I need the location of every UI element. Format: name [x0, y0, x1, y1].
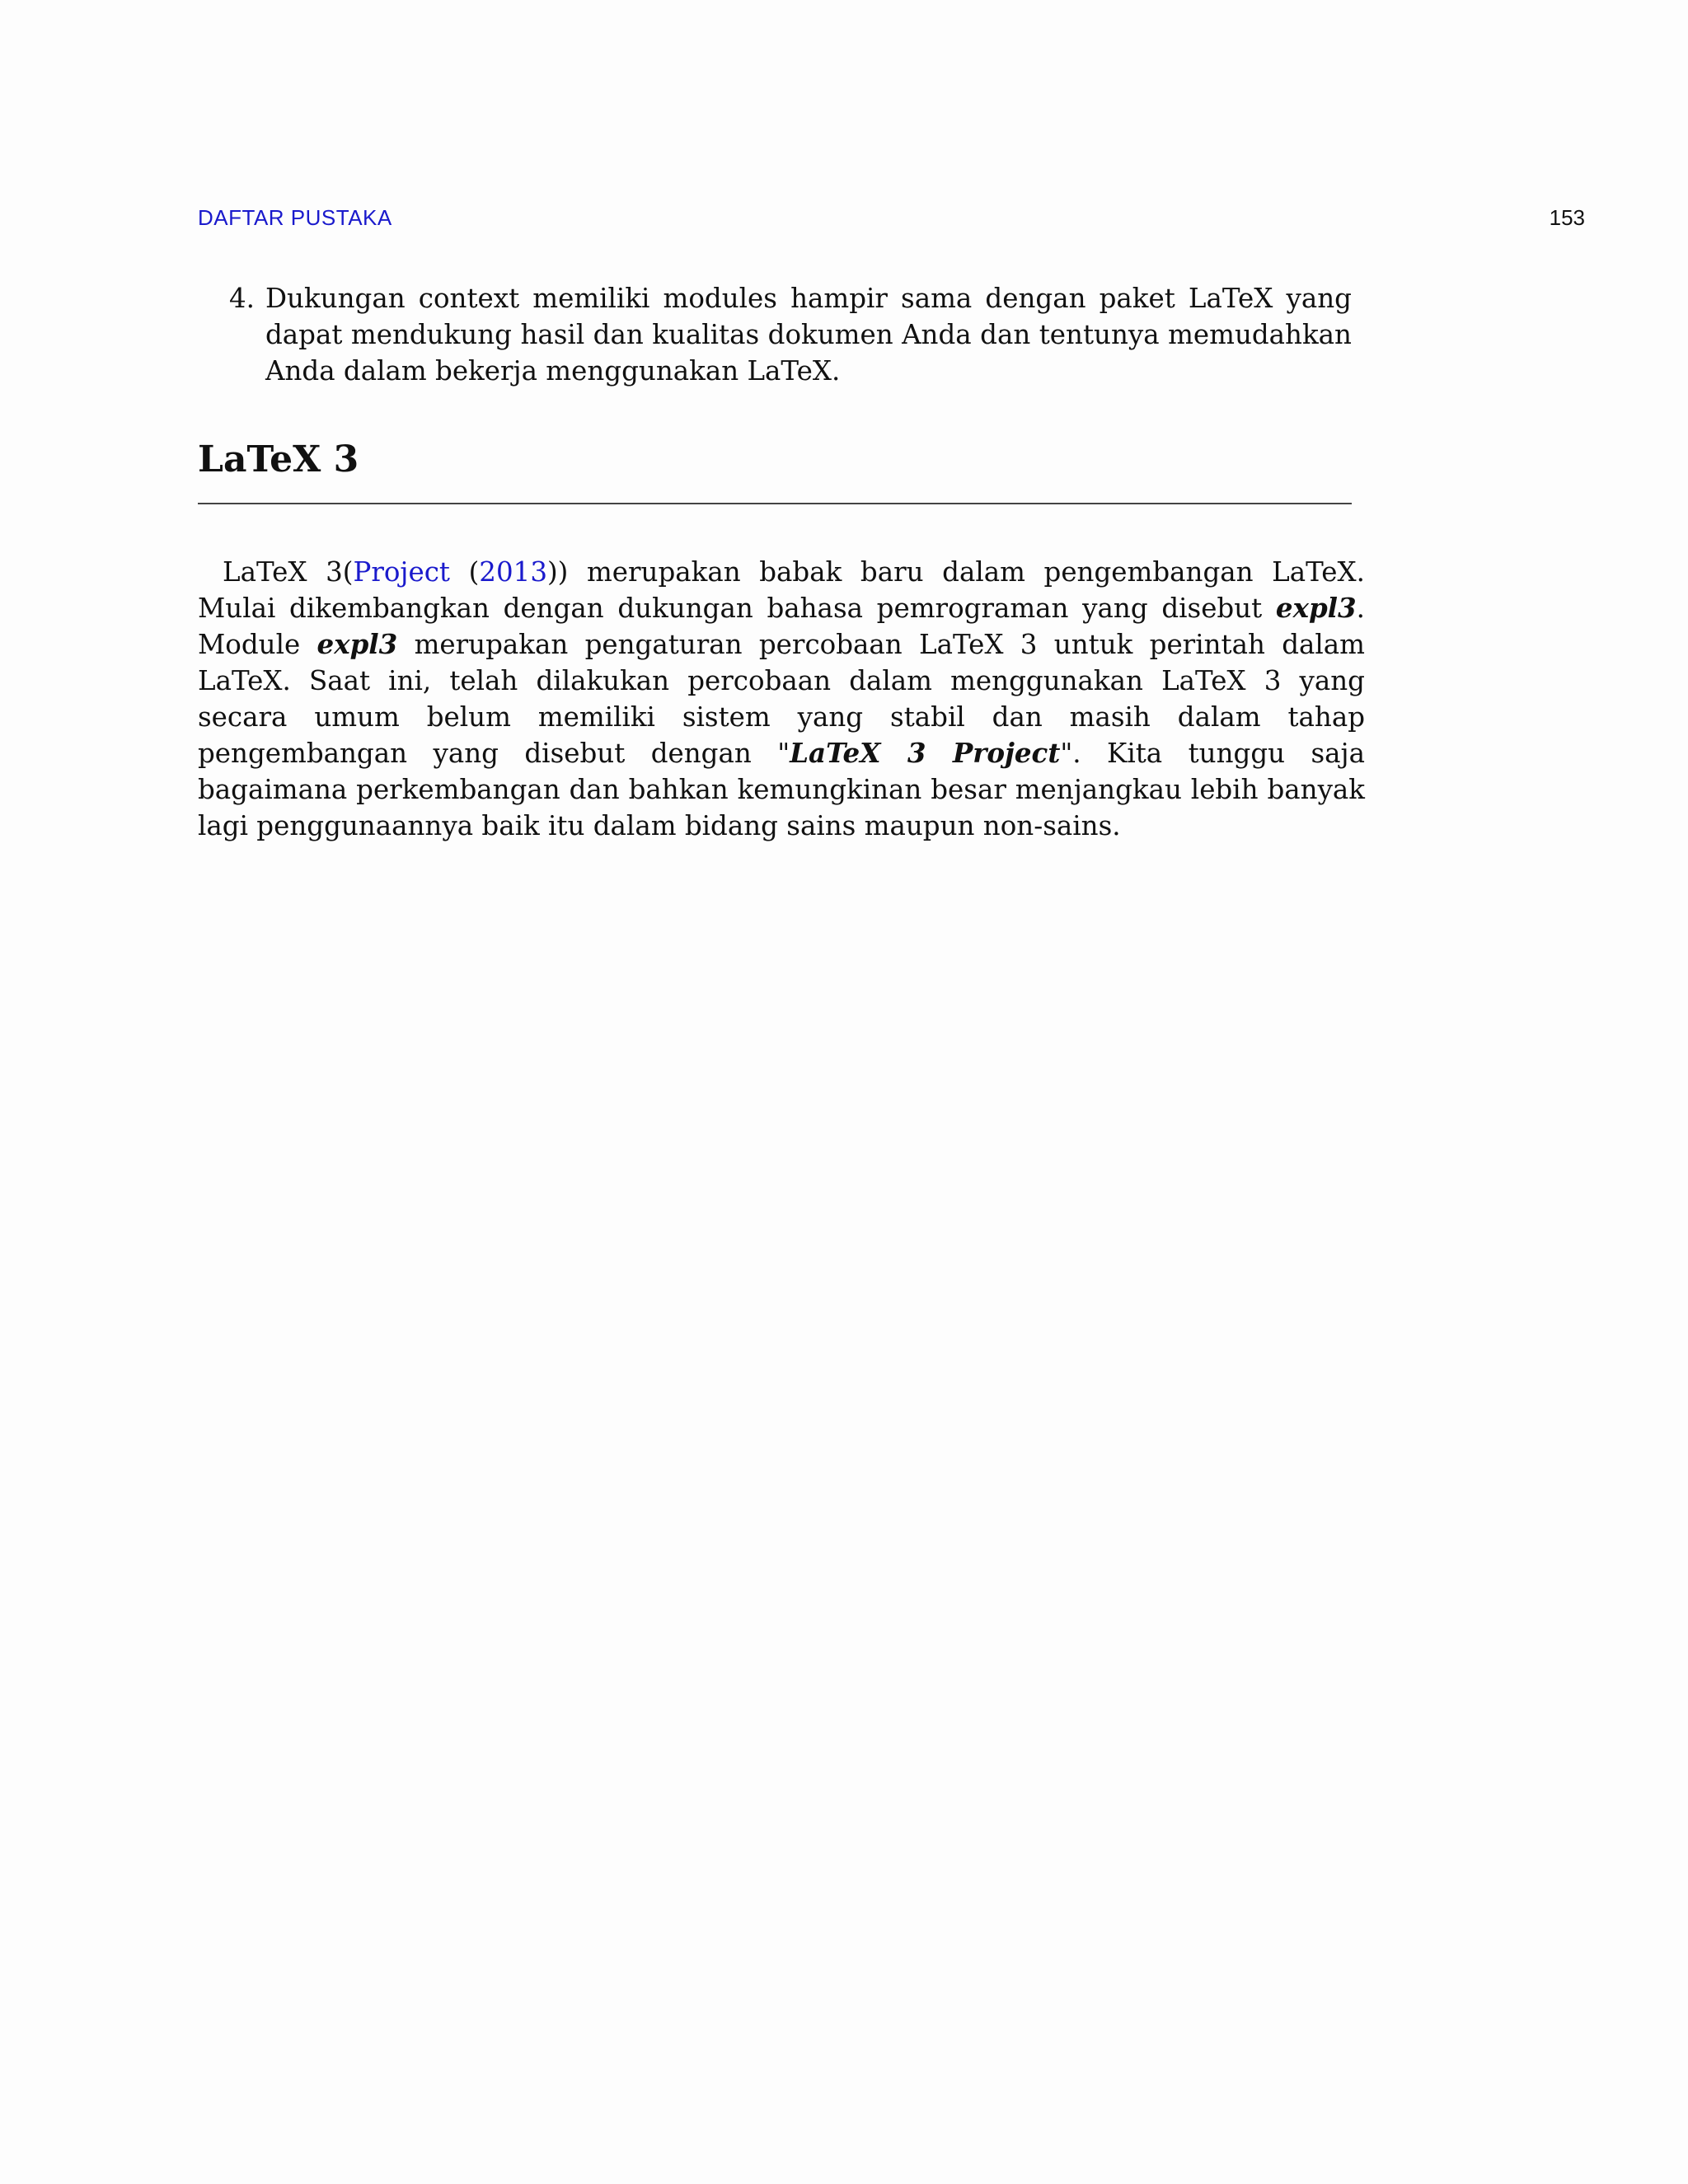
latex-logo: LaTeX [1272, 556, 1357, 588]
emphasized-term: LaTeX 3 Project [790, 737, 1061, 769]
header-section-label: DAFTAR PUSTAKA [198, 205, 392, 230]
citation-year-link[interactable]: 2013 [479, 556, 547, 588]
paragraph-text: ( [450, 556, 480, 588]
body-paragraph [198, 554, 1365, 844]
latex-logo: LaTeX [223, 556, 307, 588]
latex-logo: LaTeX [198, 665, 283, 696]
paragraph-text: . Module [198, 593, 1365, 660]
paragraph-text: )) [547, 556, 569, 588]
paragraph-text: . Saat ini, telah dilakukan percobaan dalam menggunakan [282, 665, 1162, 696]
latex-logo: LaTeX [919, 629, 1004, 660]
list-item-text: yang dapat mendukung hasil dan kualitas dokumen Anda dan tentunya memudahkan Anda dalam bekerja menggunakan [265, 283, 1352, 387]
numbered-list [198, 280, 1352, 389]
emphasized-term: expl3 [316, 628, 398, 660]
paragraph-text: ". Kita tunggu saja bagaimana perkembangan dan bahkan kemungkinan besar menjangkau lebih banyak lagi penggunaannya baik itu dalam bidang sains maupun non-sains. [198, 738, 1365, 841]
list-item [198, 280, 1352, 389]
section-title: LaTeX 3 [198, 438, 359, 480]
section-rule [198, 503, 1352, 504]
page-number: 153 [1549, 205, 1585, 230]
citation-author-link[interactable]: Project [353, 556, 450, 588]
emphasized-term: expl3 [1275, 592, 1357, 624]
paragraph-text: 3 yang secara umum belum memiliki sistem yang stabil dan masih dalam tahap pengembangan yang disebut dengan " [198, 665, 1365, 769]
latex-logo: LaTeX [747, 355, 832, 387]
list-item-text: . [831, 355, 841, 387]
list-item-text: Dukungan context memiliki modules hampir sama dengan paket [265, 283, 1189, 314]
running-header [198, 201, 1585, 234]
latex-logo: LaTeX [1188, 283, 1273, 314]
paragraph-text: merupakan pengaturan percobaan [397, 629, 920, 660]
paragraph-text: 3( [307, 556, 354, 588]
paragraph-text: 3 untuk perintah dalam [1003, 629, 1365, 660]
paragraph-text: . Mulai dikembangkan dengan dukungan bahasa pemrograman yang disebut [198, 556, 1365, 624]
list-item-number: 4. [229, 283, 256, 314]
paragraph-text: merupakan babak baru dalam pengembangan [568, 556, 1273, 588]
latex-logo: LaTeX [1161, 665, 1246, 696]
